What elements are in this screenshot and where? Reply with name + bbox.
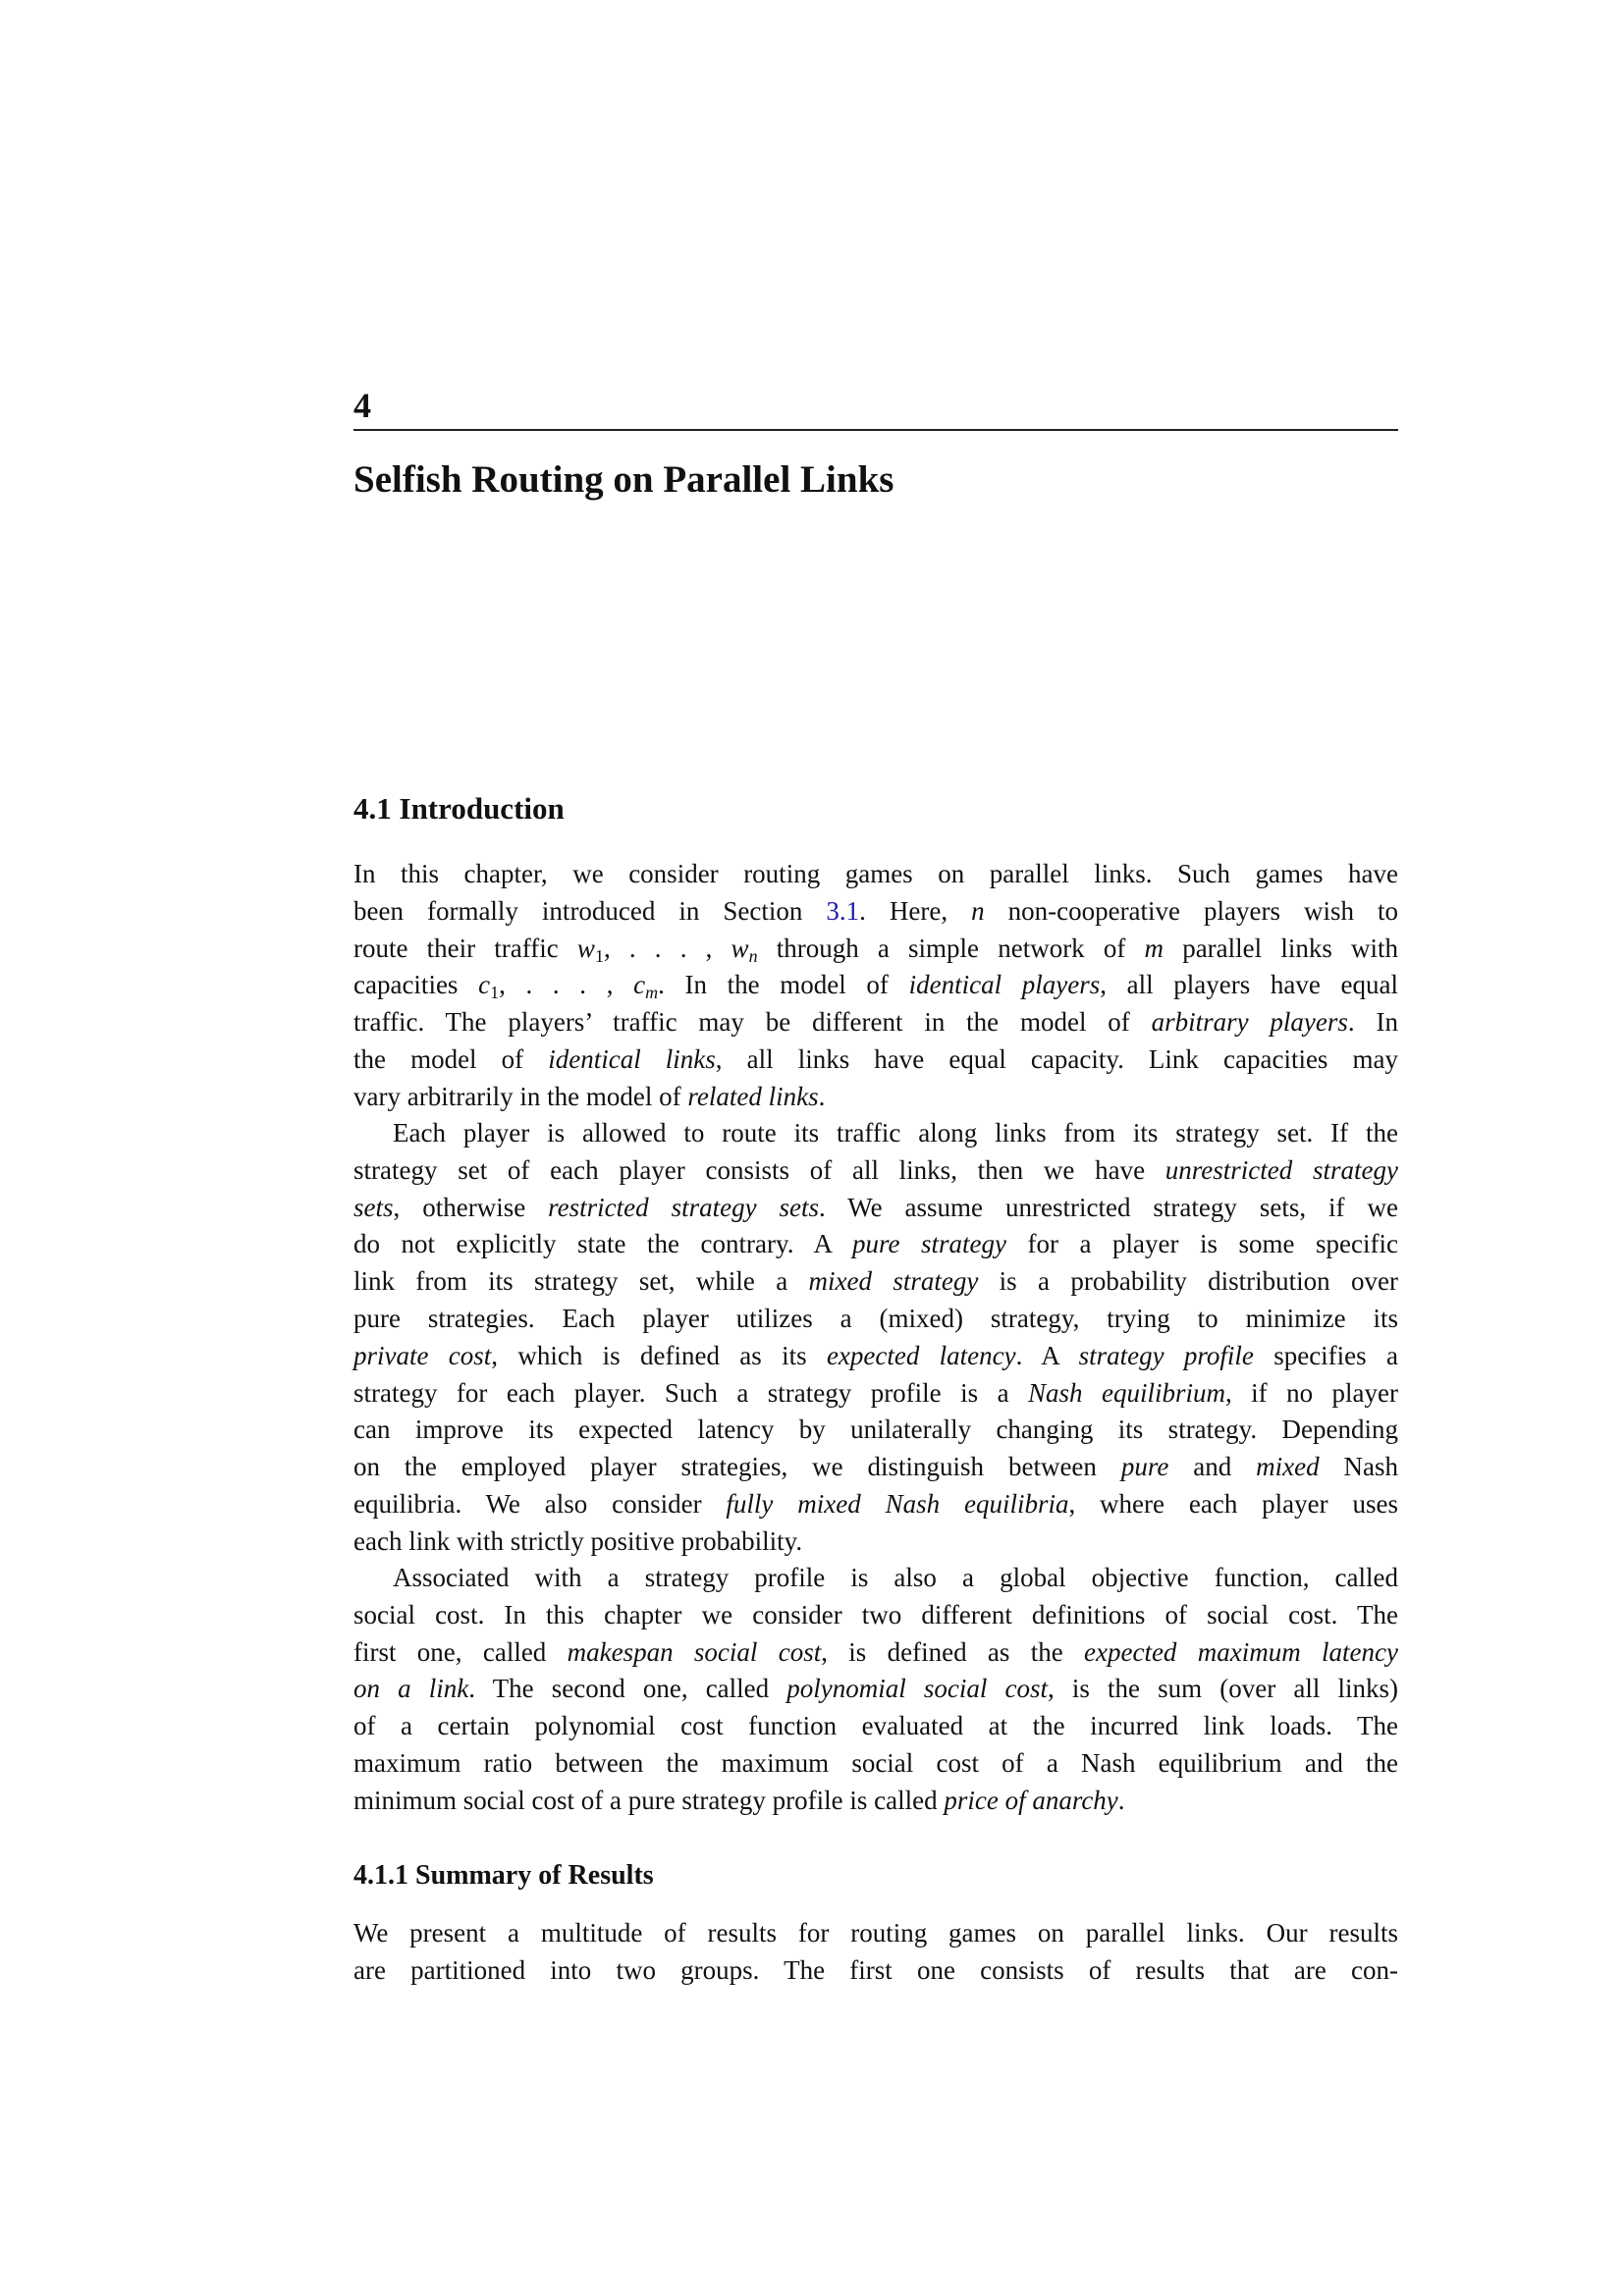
text-line <box>353 1634 1398 1672</box>
emphasis: polynomial social cost <box>786 1674 1049 1704</box>
text: for a player is some specific <box>1006 1229 1398 1259</box>
text: , . . . , <box>499 970 634 1000</box>
emphasis: related links <box>687 1081 819 1111</box>
text-line <box>353 1708 1398 1745</box>
emphasis: mixed strategy <box>808 1266 979 1297</box>
emphasis: strategy profile <box>1078 1340 1254 1370</box>
text: maximum ratio between the maximum social cost of a Nash equilibrium and the <box>353 1747 1398 1778</box>
text: . In the model of <box>658 970 909 1000</box>
text-line <box>353 1338 1398 1375</box>
text-line <box>353 1004 1398 1041</box>
emphasis: pure strategy <box>852 1229 1007 1259</box>
text: . We assume unrestricted strategy sets, if we <box>819 1192 1398 1222</box>
text-line <box>353 1190 1398 1227</box>
emphasis: expected latency <box>826 1340 1016 1370</box>
text: been formally introduced in Section <box>353 895 827 926</box>
text-line <box>353 893 1398 931</box>
text: , where each player uses <box>1068 1488 1398 1519</box>
text: Associated with a strategy profile is also a global objective function, called <box>393 1563 1398 1592</box>
text-line <box>353 1152 1398 1190</box>
text-line <box>353 1952 1398 1990</box>
text-line <box>353 967 1398 1004</box>
text: Each player is allowed to route its traffic along links from its strategy set. If the <box>393 1118 1398 1148</box>
text-line <box>353 1226 1398 1263</box>
text: vary arbitrarily in the model of <box>353 1081 688 1111</box>
math-variable: m <box>1144 933 1164 963</box>
text-line <box>353 931 1398 968</box>
text: first one, called <box>353 1636 568 1667</box>
math-variable: c <box>478 970 491 1000</box>
text: is a probability distribution over <box>978 1266 1398 1297</box>
text: minimum social cost of a pure strategy profile is called <box>353 1785 945 1815</box>
text-line <box>353 1745 1398 1783</box>
text-line <box>353 1671 1398 1708</box>
emphasis: sets <box>353 1192 394 1222</box>
text-line <box>353 1597 1398 1634</box>
text-line <box>353 1301 1398 1338</box>
text: route their traffic <box>353 933 577 963</box>
text: social cost. In this chapter we consider two different definitions of social cost. The <box>353 1599 1398 1629</box>
text: strategy set of each player consists of all links, then we have <box>353 1154 1165 1185</box>
text: , all players have equal <box>1100 970 1398 1000</box>
text: non-cooperative players wish to <box>984 895 1399 926</box>
emphasis: arbitrary players <box>1151 1007 1348 1038</box>
text: specifies a <box>1253 1340 1398 1370</box>
text: , . . . , <box>603 933 731 963</box>
emphasis: identical players <box>908 970 1101 1000</box>
text-line <box>353 1041 1398 1079</box>
subscript: m <box>645 983 659 1003</box>
text: , is the sum (over all links) <box>1048 1674 1398 1704</box>
text-line <box>353 1486 1398 1523</box>
text: , if no player <box>1224 1377 1399 1408</box>
text-line <box>353 1915 1398 1952</box>
chapter-number: 4 <box>353 386 371 425</box>
math-variable: w <box>731 933 749 963</box>
math-variable: n <box>971 895 985 926</box>
text-line <box>353 856 1398 893</box>
text: . Here, <box>859 895 972 926</box>
text-line <box>353 1449 1398 1486</box>
section-link[interactable]: 3.1 <box>826 895 860 926</box>
subscript: n <box>748 945 758 966</box>
subscript: 1 <box>490 983 500 1003</box>
text: We present a multitude of results for routing games on parallel links. Our results <box>353 1918 1398 1948</box>
paragraph <box>353 856 1398 1116</box>
text: each link with strictly positive probability. <box>353 1525 803 1556</box>
chapter-title: Selfish Routing on Parallel Links <box>353 458 894 501</box>
text-line <box>353 1523 1398 1561</box>
emphasis: private cost <box>353 1340 492 1370</box>
text-line <box>353 1375 1398 1413</box>
emphasis: fully mixed Nash equilibria <box>726 1488 1069 1519</box>
text: traffic. The players’ traffic may be different in the model of <box>353 1007 1152 1038</box>
paragraph <box>353 1560 1398 1820</box>
text: , otherwise <box>393 1192 549 1222</box>
text: do not explicitly state the contrary. A <box>353 1229 853 1259</box>
text: equilibria. We also consider <box>353 1488 727 1519</box>
emphasis: mixed <box>1256 1452 1320 1482</box>
text: on the employed player strategies, we distinguish between <box>353 1452 1121 1482</box>
text: pure strategies. Each player utilizes a (mixed) strategy, trying to minimize its <box>353 1303 1398 1333</box>
text: capacities <box>353 970 479 1000</box>
section-heading-introduction: 4.1 Introduction <box>353 791 565 826</box>
emphasis: restricted strategy sets <box>548 1192 820 1222</box>
text: link from its strategy set, while a <box>353 1266 809 1297</box>
emphasis: identical links <box>548 1043 716 1074</box>
text: strategy for each player. Such a strategy profile is a <box>353 1377 1028 1408</box>
emphasis: pure <box>1120 1452 1169 1482</box>
text: , which is defined as its <box>491 1340 827 1370</box>
emphasis: makespan social cost <box>567 1636 822 1667</box>
subscript: 1 <box>594 945 604 966</box>
emphasis: price of anarchy <box>944 1785 1118 1815</box>
text: . <box>818 1081 826 1111</box>
math-variable: w <box>576 933 595 963</box>
emphasis: Nash equilibrium <box>1028 1377 1225 1408</box>
text: can improve its expected latency by unilaterally changing its strategy. Depending <box>353 1415 1398 1445</box>
text: In this chapter, we consider routing games on parallel links. Such games have <box>353 859 1398 888</box>
text: . The second one, called <box>468 1674 787 1704</box>
text: and <box>1168 1452 1257 1482</box>
text: the model of <box>353 1043 549 1074</box>
paragraph <box>353 1115 1398 1561</box>
text: . A <box>1015 1340 1079 1370</box>
text-line <box>353 1263 1398 1301</box>
text: of a certain polynomial cost function evaluated at the incurred link loads. The <box>353 1711 1398 1741</box>
text: . In <box>1347 1007 1398 1038</box>
math-variable: c <box>633 970 646 1000</box>
text: Nash <box>1319 1452 1398 1482</box>
text: are partitioned into two groups. The first one consists of results that are con- <box>353 1954 1398 1985</box>
text: through a simple network of <box>757 933 1145 963</box>
text-line <box>353 1783 1398 1820</box>
text-line <box>353 1560 1398 1597</box>
paragraph <box>353 1915 1398 1990</box>
emphasis: unrestricted strategy <box>1164 1154 1398 1185</box>
text: , is defined as the <box>821 1636 1085 1667</box>
text-line <box>353 1412 1398 1449</box>
text-line <box>353 1115 1398 1152</box>
text-line <box>353 1079 1398 1116</box>
emphasis: expected maximum latency <box>1084 1636 1399 1667</box>
text: . <box>1117 1785 1125 1815</box>
text: parallel links with <box>1164 933 1398 963</box>
emphasis: on a link <box>353 1674 469 1704</box>
subsection-heading-summary: 4.1.1 Summary of Results <box>353 1860 654 1891</box>
text: , all links have equal capacity. Link capacities may <box>715 1043 1399 1074</box>
chapter-rule <box>353 429 1398 431</box>
